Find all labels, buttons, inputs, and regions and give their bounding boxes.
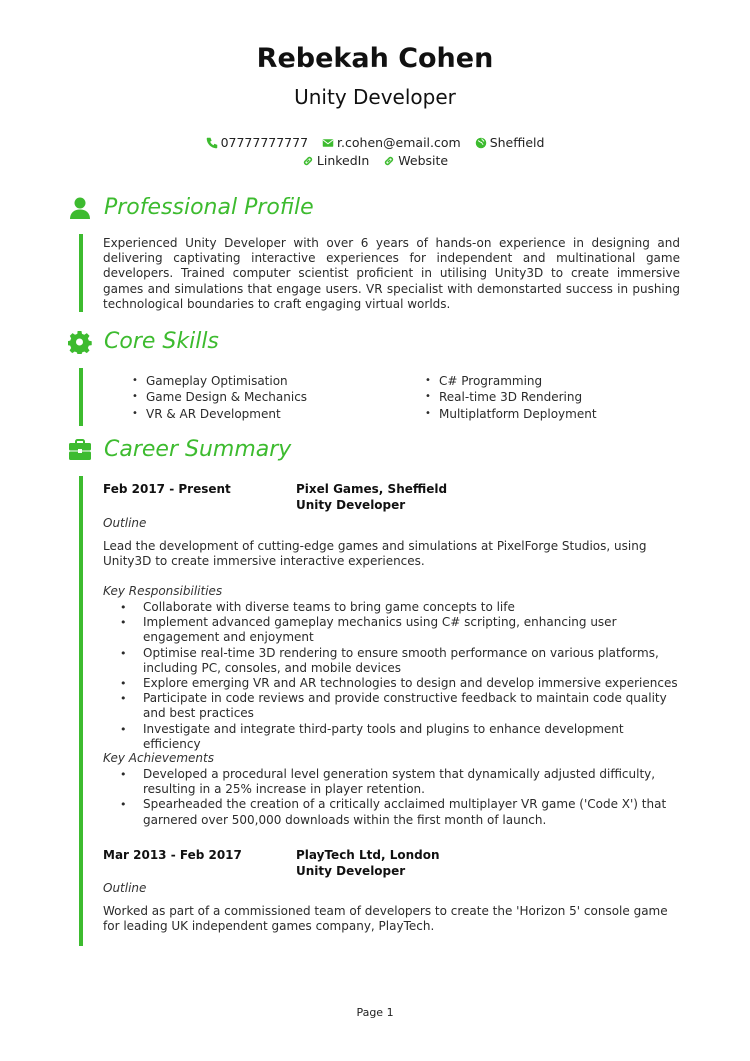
linkedin-text: LinkedIn — [316, 153, 370, 168]
links-row — [0, 153, 750, 170]
user-icon — [68, 196, 92, 220]
list-item: • Explore emerging VR and AR technologies to design and develop immersive experiences — [103, 676, 680, 691]
list-item: • Optimise real-time 3D rendering to ensure smooth performance on various platforms, including PC, consoles, and mobile devices — [103, 646, 680, 676]
list-item: • Collaborate with diverse teams to bring game concepts to life — [103, 600, 680, 615]
envelope-icon — [322, 137, 334, 149]
job-company: Pixel Games, Sheffield — [296, 482, 448, 496]
job-role: Unity Developer — [296, 863, 406, 878]
link-icon — [302, 155, 314, 167]
outline-label: Outline — [103, 516, 147, 530]
phone-text: 07777777777 — [220, 135, 309, 150]
responsibilities-label: Key Responsibilities — [103, 584, 223, 598]
contact-row — [0, 135, 750, 152]
list-item: • Spearheaded the creation of a critically acclaimed multiplayer VR game ('Code X') that garnered over 500,000 downloads within the first month of launch. — [103, 797, 680, 827]
responsibilities-list — [103, 600, 680, 752]
job-company-block — [296, 482, 447, 513]
job-dates: Feb 2017 - Present — [103, 482, 231, 496]
achievements-label: Key Achievements — [103, 751, 214, 765]
career-heading — [68, 437, 291, 462]
linkedin-link[interactable] — [302, 153, 369, 168]
job-dates: Mar 2013 - Feb 2017 — [103, 848, 242, 862]
profile-heading — [68, 195, 314, 220]
phone-contact[interactable] — [206, 135, 308, 150]
skills-heading-text: Core Skills — [104, 329, 219, 354]
profile-heading-text: Professional Profile — [104, 195, 314, 220]
globe-icon — [475, 137, 487, 149]
achievements-list — [103, 767, 680, 828]
briefcase-icon — [68, 438, 92, 462]
list-item: • Developed a procedural level generation system that dynamically adjusted difficulty, resulting in a 25% increase in player retention. — [103, 767, 680, 797]
profile-accent-bar — [79, 234, 83, 312]
skills-column-right — [423, 373, 597, 422]
skill-item: • VR & AR Development — [130, 406, 307, 422]
location-contact — [475, 135, 545, 150]
profile-text: Experienced Unity Developer with over 6 years of hands-on experience in designing and delivering captivating interactive experiences for independent and multinational game developers. Trained computer scientist proficient in utilising Unity3D to create immersive games and simulations that engage users. VR specialist with demonstarted success in pushing technological boundaries to craft engaging virtual worlds. — [103, 236, 680, 311]
skill-item: • Multiplatform Deployment — [423, 406, 597, 422]
email-text: r.cohen@email.com — [337, 135, 461, 150]
link-icon — [383, 155, 395, 167]
location-text: Sheffield — [489, 135, 545, 150]
website-text: Website — [398, 153, 449, 168]
skills-column-left — [130, 373, 307, 422]
page-number: Page 1 — [356, 1006, 394, 1019]
career-accent-bar — [79, 476, 83, 946]
skills-accent-bar — [79, 368, 83, 426]
job-outline: Lead the development of cutting-edge games and simulations at PixelForge Studios, using Unity3D to create immersive interactive experiences. — [103, 539, 647, 569]
gear-icon — [68, 330, 92, 354]
outline-label: Outline — [103, 881, 147, 895]
job-company-block — [296, 848, 440, 879]
list-item: • Investigate and integrate third-party tools and plugins to enhance development efficiency — [103, 722, 680, 752]
list-item: • Implement advanced gameplay mechanics using C# scripting, enhancing user engagement and enjoyment — [103, 615, 680, 645]
job-role: Unity Developer — [296, 497, 406, 512]
list-item: • Participate in code reviews and provide constructive feedback to maintain code quality and best practices — [103, 691, 680, 721]
skill-item: • Game Design & Mechanics — [130, 389, 307, 405]
website-link[interactable] — [383, 153, 448, 168]
email-contact[interactable] — [322, 135, 461, 150]
candidate-name: Rebekah Cohen — [256, 43, 494, 74]
skills-heading — [68, 329, 219, 354]
career-heading-text: Career Summary — [104, 437, 292, 462]
job-outline: Worked as part of a commissioned team of developers to create the 'Horizon 5' console game for leading UK independent games company, PlayTech. — [103, 904, 668, 934]
job-company: PlayTech Ltd, London — [296, 848, 440, 862]
skill-item: • Gameplay Optimisation — [130, 373, 307, 389]
job-title: Unity Developer — [294, 85, 456, 109]
skill-item: • Real-time 3D Rendering — [423, 389, 597, 405]
skill-item: • C# Programming — [423, 373, 597, 389]
phone-icon — [206, 137, 218, 149]
